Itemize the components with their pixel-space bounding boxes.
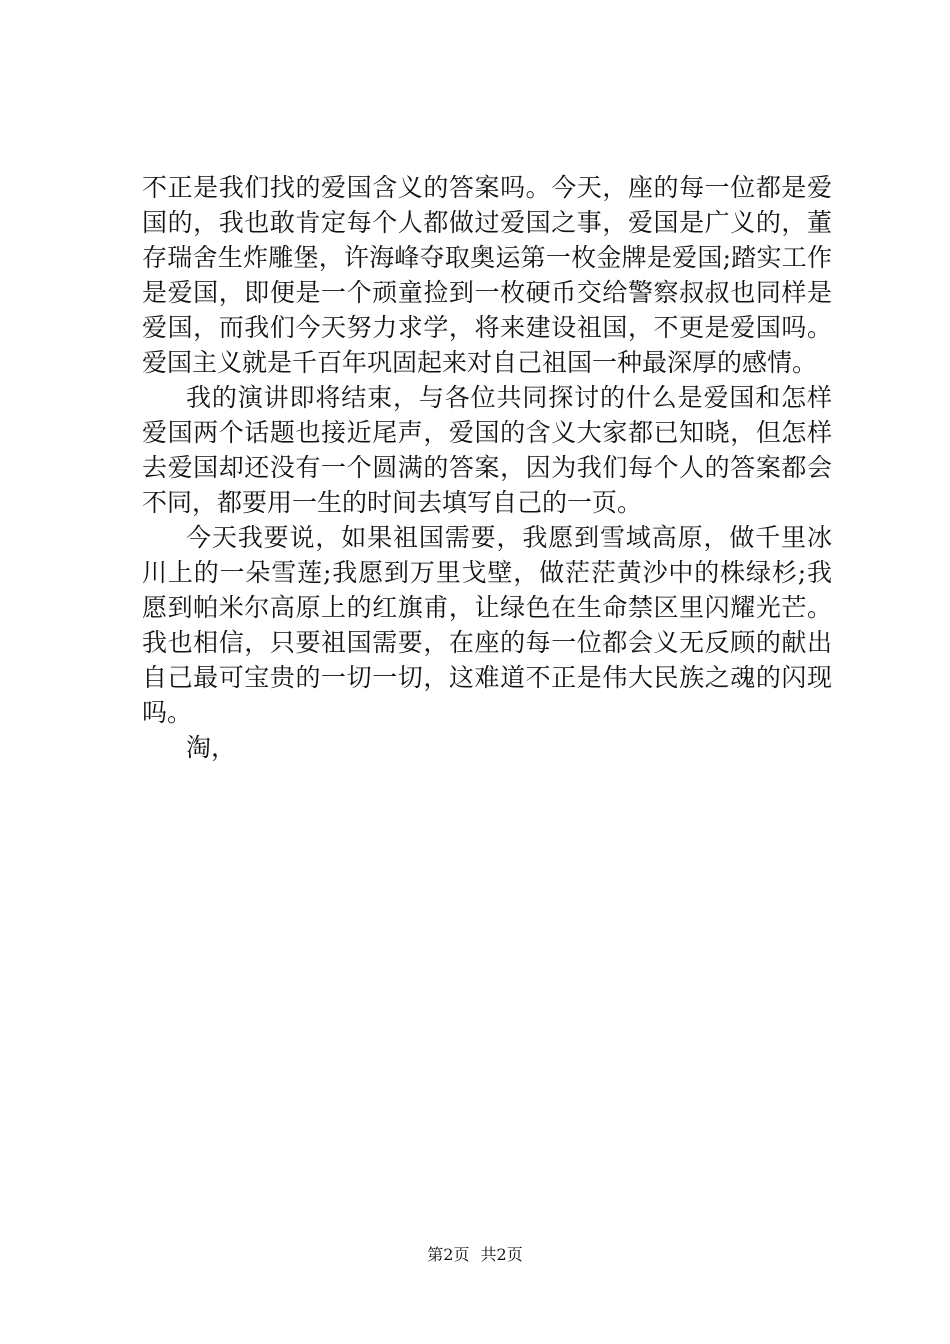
text-line: 自己最可宝贵的一切一切，这难道不正是伟大民族之魂的闪现 <box>142 663 832 692</box>
text-line: 淘， <box>186 733 237 762</box>
text-line: 今天我要说，如果祖国需要，我愿到雪域高原，做千里冰 <box>186 523 832 552</box>
text-line: 存瑞舍生炸雕堡，许海峰夺取奥运第一枚金牌是爱国;踏实工作 <box>142 243 832 272</box>
text-line: 愿到帕米尔高原上的红旗甫，让绿色在生命禁区里闪耀光芒。 <box>142 593 832 622</box>
page-number: 第2页 <box>427 1245 470 1264</box>
text-line: 不正是我们找的爱国含义的答案吗。今天，座的每一位都是爱 <box>142 173 832 202</box>
text-line: 我的演讲即将结束，与各位共同探讨的什么是爱国和怎样 <box>186 383 832 412</box>
page-footer <box>0 1243 950 1267</box>
text-line: 吗。 <box>142 698 193 727</box>
text-line: 爱国，而我们今天努力求学，将来建设祖国，不更是爱国吗。 <box>142 313 832 342</box>
text-line: 是爱国，即便是一个顽童捡到一枚硬币交给警察叔叔也同样是 <box>142 278 832 307</box>
text-line: 川上的一朵雪莲;我愿到万里戈壁，做茫茫黄沙中的株绿杉;我 <box>142 558 832 587</box>
text-line: 爱国主义就是千百年巩固起来对自己祖国一种最深厚的感情。 <box>142 348 818 377</box>
text-line: 爱国两个话题也接近尾声，爱国的含义大家都已知晓，但怎样 <box>142 418 832 447</box>
text-line: 我也相信，只要祖国需要，在座的每一位都会义无反顾的献出 <box>142 628 832 657</box>
document-body <box>142 170 832 765</box>
text-line: 去爱国却还没有一个圆满的答案，因为我们每个人的答案都会 <box>142 453 832 482</box>
text-line: 不同，都要用一生的时间去填写自己的一页。 <box>142 488 643 517</box>
text-line: 国的，我也敢肯定每个人都做过爱国之事，爱国是广义的，董 <box>142 208 832 237</box>
page-total: 共2页 <box>480 1245 523 1264</box>
